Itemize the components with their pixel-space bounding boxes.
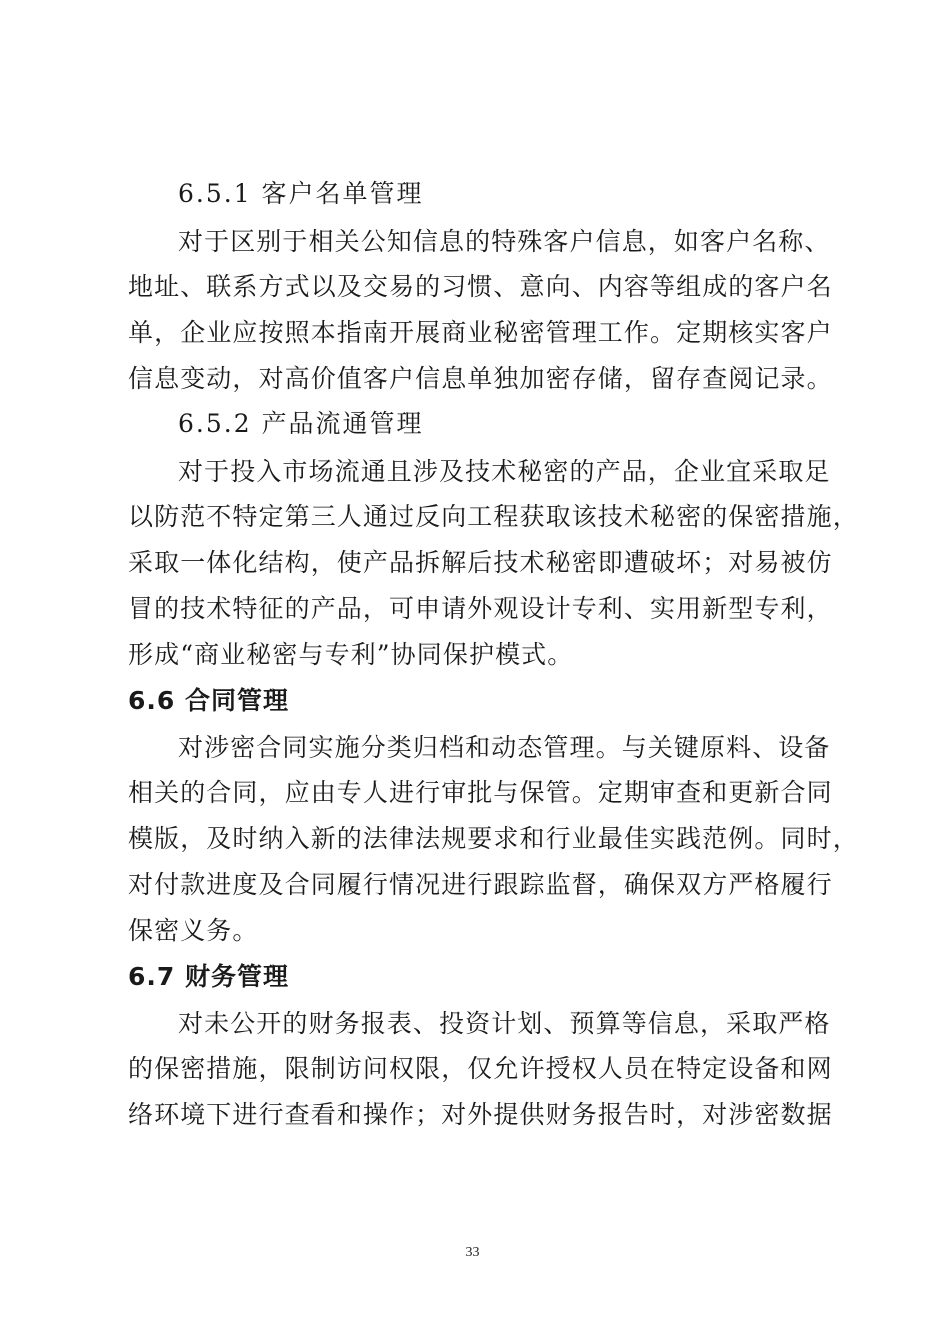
paragraph-line: 冒的技术特征的产品，可申请外观设计专利、实用新型专利， — [128, 594, 833, 623]
paragraph-line: 以防范不特定第三人通过反向工程获取该技术秘密的保密措施， — [128, 502, 859, 531]
paragraph-line: 单，企业应按照本指南开展商业秘密管理工作。定期核实客户 — [128, 318, 833, 347]
paragraph-line: 对于投入市场流通且涉及技术秘密的产品，企业宜采取足 — [178, 457, 831, 486]
paragraph-line: 相关的合同，应由专人进行审批与保管。定期审查和更新合同 — [128, 778, 833, 807]
paragraph-line: 保密义务。 — [128, 916, 259, 945]
paragraph-line: 对于区别于相关公知信息的特殊客户信息，如客户名称、 — [178, 227, 831, 256]
section-heading-6-7: 6.7 财务管理 — [128, 962, 289, 991]
paragraph-line: 对付款进度及合同履行情况进行跟踪监督，确保双方严格履行 — [128, 870, 833, 899]
subsection-title-6-5-2: 6.5.2 产品流通管理 — [178, 409, 424, 438]
paragraph-line: 对未公开的财务报表、投资计划、预算等信息，采取严格 — [178, 1009, 831, 1038]
paragraph-line: 形成“商业秘密与专利”协同保护模式。 — [128, 640, 574, 669]
paragraph-line: 对涉密合同实施分类归档和动态管理。与关键原料、设备 — [178, 733, 831, 762]
paragraph-line: 的保密措施，限制访问权限，仅允许授权人员在特定设备和网 — [128, 1054, 833, 1083]
subsection-title-6-5-1: 6.5.1 客户名单管理 — [178, 179, 424, 208]
paragraph-line: 采取一体化结构，使产品拆解后技术秘密即遭破坏；对易被仿 — [128, 548, 833, 577]
paragraph-line: 信息变动，对高价值客户信息单独加密存储，留存查阅记录。 — [128, 364, 833, 393]
paragraph-line: 地址、联系方式以及交易的习惯、意向、内容等组成的客户名 — [128, 272, 833, 301]
page-number: 33 — [465, 1245, 480, 1260]
paragraph-line: 模版，及时纳入新的法律法规要求和行业最佳实践范例。同时， — [128, 824, 859, 853]
paragraph-line: 络环境下进行查看和操作；对外提供财务报告时，对涉密数据 — [128, 1100, 833, 1129]
section-heading-6-6: 6.6 合同管理 — [128, 686, 289, 715]
